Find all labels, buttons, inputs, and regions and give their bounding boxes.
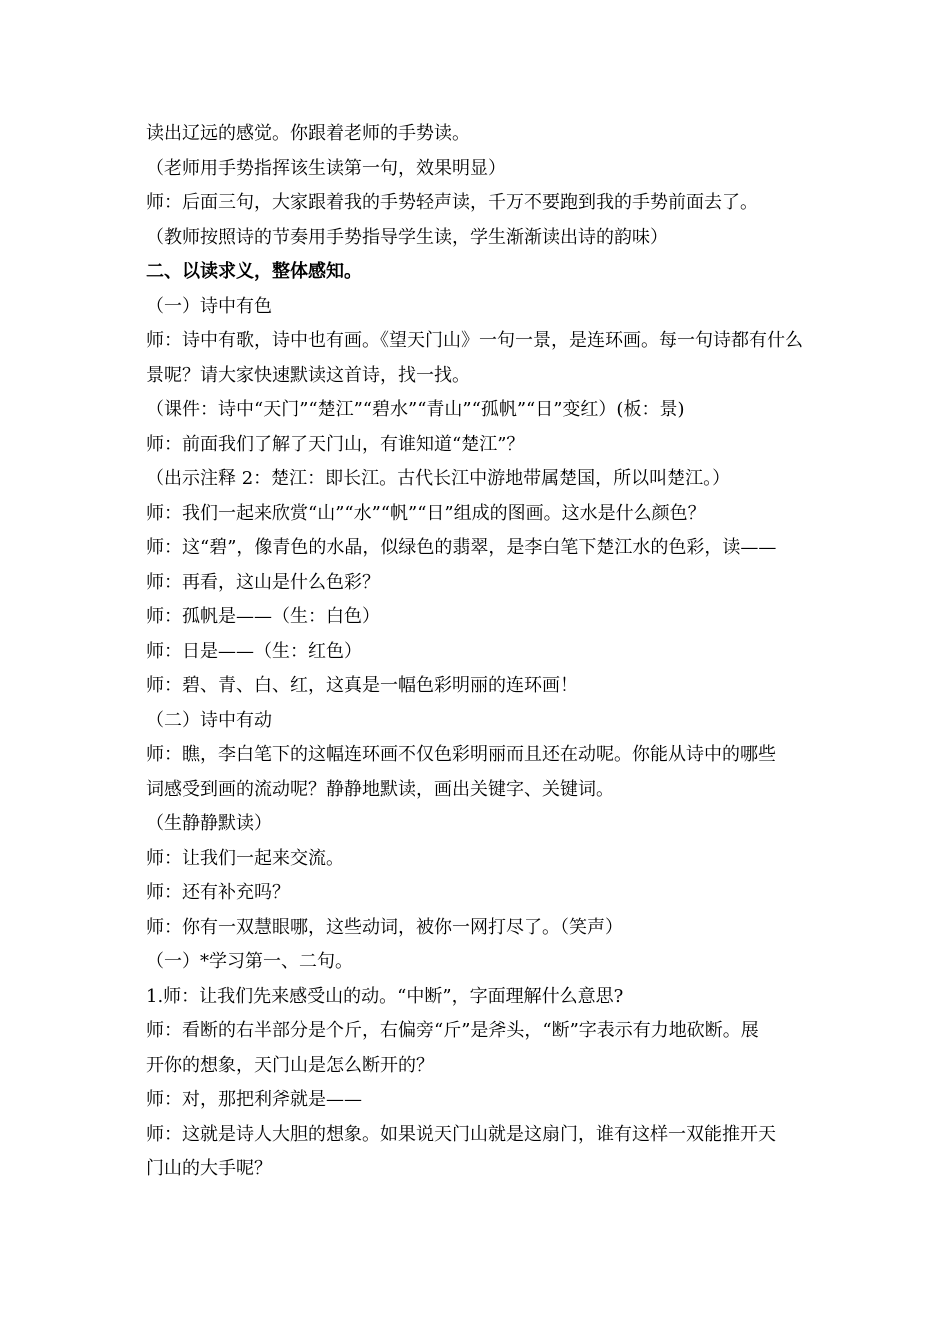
text-line: 景呢？请大家快速默读这首诗，找一找。 bbox=[146, 364, 470, 386]
text-line: 师：看断的右半部分是个斤，右偏旁“斤”是斧头，“断”字表示有力地砍断。展 bbox=[146, 1020, 759, 1041]
text-line: （生静静默读） bbox=[146, 813, 272, 834]
text-line: 师：瞧，李白笔下的这幅连环画不仅色彩明丽而且还在动呢。你能从诗中的哪些 bbox=[146, 744, 776, 765]
text-line: 师：再看，这山是什么色彩？ bbox=[146, 571, 380, 593]
text-line: 开你的想象，天门山是怎么断开的？ bbox=[146, 1054, 434, 1076]
text-line: （教师按照诗的节奏用手势指导学生读，学生渐渐读出诗的韵味） bbox=[146, 226, 668, 248]
text-line: 师：前面我们了解了天门山，有谁知道“楚江”？ bbox=[146, 433, 525, 455]
text-line: （课件：诗中“天门”“楚江”“碧水”“青山”“孤帆”“日”变红）(板：景) bbox=[146, 399, 685, 420]
text-line: 师：孤帆是——（生：白色） bbox=[146, 606, 380, 627]
text-line: 师：诗中有歌，诗中也有画。《望天门山》一句一景，是连环画。每一句诗都有什么 bbox=[146, 330, 803, 351]
text-line: 师：你有一双慧眼哪，这些动词，被你一网打尽了。（笑声） bbox=[146, 916, 623, 938]
text-line: 师：让我们一起来交流。 bbox=[146, 847, 344, 869]
text-line: （二）诗中有动 bbox=[146, 709, 272, 731]
text-line: （老师用手势指挥该生读第一句，效果明显） bbox=[146, 157, 506, 179]
section-heading: 二、以读求义，整体感知。 bbox=[146, 261, 362, 282]
text-line: （一）诗中有色 bbox=[146, 295, 272, 317]
text-line: 师：这“碧”，像青色的水晶，似绿色的翡翠，是李白笔下楚江水的色彩，读—— bbox=[146, 537, 777, 558]
text-line: 师：对，那把利斧就是—— bbox=[146, 1089, 362, 1110]
document-page bbox=[146, 117, 814, 1187]
text-line: 师：日是——（生：红色） bbox=[146, 640, 362, 662]
text-line: （出示注释 2：楚江：即长江。古代长江中游地带属楚国，所以叫楚江。） bbox=[146, 468, 731, 489]
text-line: 师：后面三句，大家跟着我的手势轻声读，千万不要跑到我的手势前面去了。 bbox=[146, 192, 758, 213]
text-line: 师：还有补充吗？ bbox=[146, 882, 290, 903]
text-line: 读出辽远的感觉。你跟着老师的手势读。 bbox=[146, 123, 470, 144]
text-line: 师：这就是诗人大胆的想象。如果说天门山就是这扇门，谁有这样一双能推开天 bbox=[146, 1123, 776, 1145]
text-line: 师：碧、青、白、红，这真是一幅色彩明丽的连环画！ bbox=[146, 675, 578, 696]
text-line: 1.师：让我们先来感受山的动。“中断”，字面理解什么意思? bbox=[146, 985, 624, 1007]
text-line: 门山的大手呢？ bbox=[146, 1158, 272, 1179]
text-line: 师：我们一起来欣赏“山”“水”“帆”“日”组成的图画。这水是什么颜色？ bbox=[146, 502, 706, 524]
text-line: （一）*学习第一、二句。 bbox=[146, 951, 353, 972]
text-line: 词感受到画的流动呢？静静地默读，画出关键字、关键词。 bbox=[146, 778, 614, 800]
